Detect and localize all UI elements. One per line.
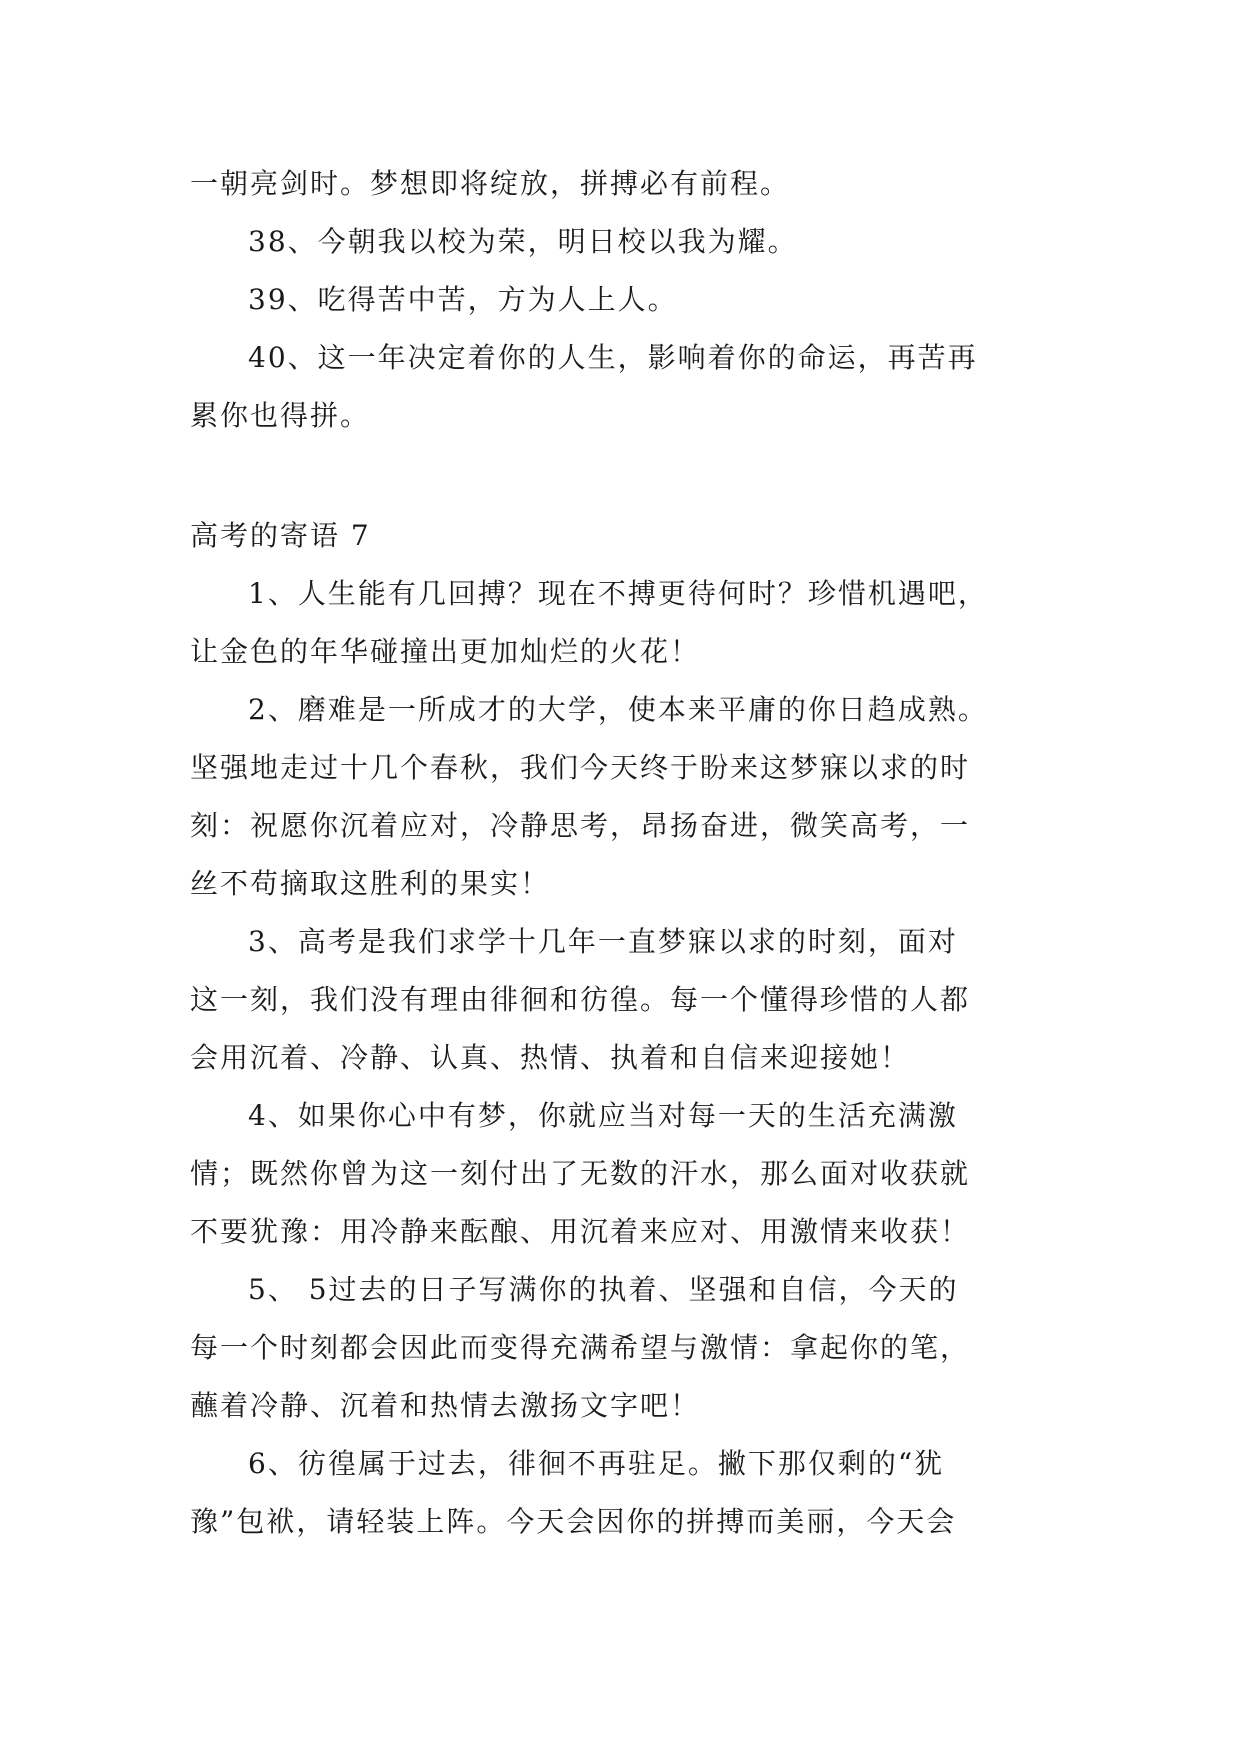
item-1 xyxy=(190,565,1050,681)
item-38 xyxy=(190,213,1050,271)
paragraph-line: 豫”包袱，请轻装上阵。今天会因你的拼搏而美丽，今天会 xyxy=(190,1505,957,1538)
paragraph-line: 38、今朝我以校为荣，明日校以我为耀。 xyxy=(248,225,798,258)
item-40 xyxy=(190,329,1050,445)
item-3 xyxy=(190,913,1050,1087)
continuation-line: 一朝亮剑时。梦想即将绽放，拼搏必有前程。 xyxy=(190,167,791,200)
paragraph-line: 6、彷徨属于过去，徘徊不再驻足。撇下那仅剩的“犹 xyxy=(248,1447,945,1480)
paragraph-line: 会用沉着、冷静、认真、热情、执着和自信来迎接她！ xyxy=(190,1041,911,1074)
paragraph-line: 刻：祝愿你沉着应对，冷静思考，昂扬奋进，微笑高考，一 xyxy=(190,809,971,842)
paragraph-line: 丝不苟摘取这胜利的果实！ xyxy=(190,867,551,900)
paragraph-line: 这一刻，我们没有理由徘徊和彷徨。每一个懂得珍惜的人都 xyxy=(190,983,971,1016)
paragraph-line: 不要犹豫：用冷静来酝酿、用沉着来应对、用激情来收获！ xyxy=(190,1215,971,1248)
item-5 xyxy=(190,1261,1050,1435)
paragraph-line: 每一个时刻都会因此而变得充满希望与激情：拿起你的笔， xyxy=(190,1331,971,1364)
item-6 xyxy=(190,1435,1050,1551)
paragraph-line: 5、 5过去的日子写满你的执着、坚强和自信，今天的 xyxy=(248,1273,959,1306)
item-2 xyxy=(190,681,1050,913)
document-body xyxy=(190,155,1050,1551)
paragraph-line: 39、吃得苦中苦，方为人上人。 xyxy=(248,283,678,316)
paragraph-line: 累你也得拼。 xyxy=(190,399,371,432)
paragraph-line: 2、磨难是一所成才的大学，使本来平庸的你日趋成熟。 xyxy=(248,693,988,726)
paragraph-line: 40、这一年决定着你的人生，影响着你的命运，再苦再 xyxy=(248,341,978,374)
paragraph-line: 坚强地走过十几个春秋，我们今天终于盼来这梦寐以求的时 xyxy=(190,751,971,784)
item-39 xyxy=(190,271,1050,329)
item-4 xyxy=(190,1087,1050,1261)
paragraph-line: 情；既然你曾为这一刻付出了无数的汗水，那么面对收获就 xyxy=(190,1157,971,1190)
paragraph-line: 1、人生能有几回搏？现在不搏更待何时？珍惜机遇吧， xyxy=(248,577,988,610)
paragraph-line: 让金色的年华碰撞出更加灿烂的火花！ xyxy=(190,635,701,668)
paragraph-line: 3、高考是我们求学十几年一直梦寐以求的时刻，面对 xyxy=(248,925,958,958)
paragraph-line: 4、如果你心中有梦，你就应当对每一天的生活充满激 xyxy=(248,1099,958,1132)
paragraph-line: 蘸着冷静、沉着和热情去激扬文字吧！ xyxy=(190,1389,701,1422)
section-title: 高考的寄语 7 xyxy=(190,519,371,552)
